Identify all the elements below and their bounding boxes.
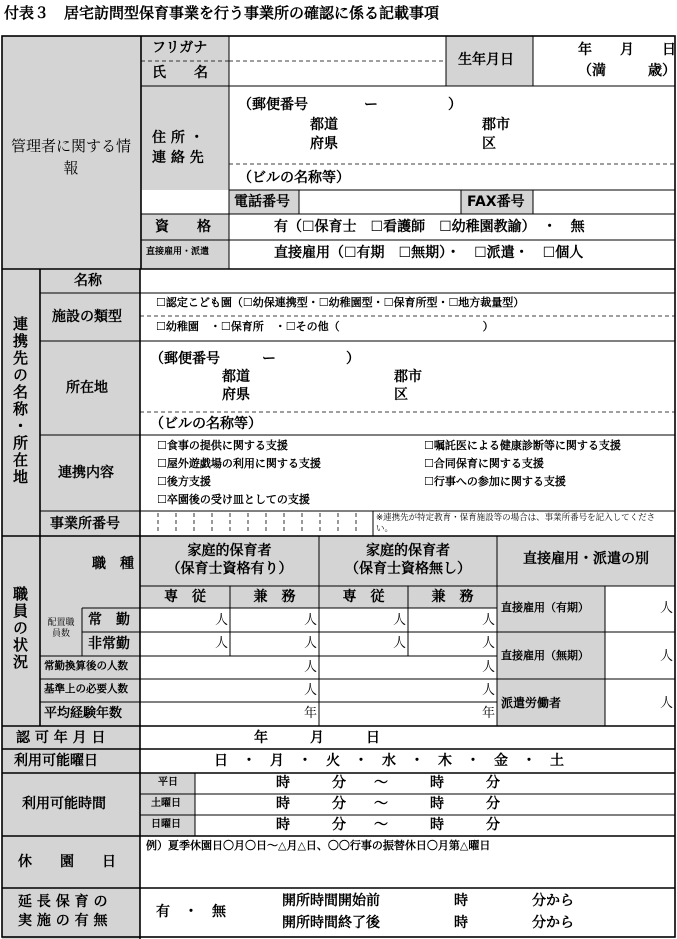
concurrent-header: 兼 務: [431, 589, 474, 605]
sunday-label: 日曜日: [151, 819, 181, 830]
required-label: 基準上の必要人数: [44, 683, 128, 695]
coop-item[interactable]: ☐食事の提供に関する支援: [157, 439, 288, 452]
equiv-label: 常勤換算後の人数: [44, 660, 128, 672]
manager-building[interactable]: （ビルの名称等）: [238, 170, 350, 186]
unit-person[interactable]: 人: [660, 601, 674, 616]
manager-gunshi: 郡市: [482, 117, 510, 133]
birth-date-value[interactable]: 年 月 日: [578, 42, 676, 58]
after-close-label: 開所時間終了後: [282, 915, 380, 931]
job-label: 職 種: [92, 556, 134, 572]
after-close-hour[interactable]: 時: [454, 915, 468, 931]
unit-person[interactable]: 人: [393, 636, 407, 651]
unit-year[interactable]: 年: [482, 706, 496, 721]
unit-person[interactable]: 人: [482, 613, 496, 628]
coop-item[interactable]: ☐後方支援: [157, 475, 211, 488]
office-number-label: 事業所番号: [50, 516, 120, 532]
days-label: 利用可能曜日: [14, 753, 98, 769]
fax-field[interactable]: [536, 192, 671, 212]
location-label: 所在地: [66, 380, 108, 396]
manager-ku: 区: [482, 136, 496, 152]
weekday-time[interactable]: 時 分 ～ 時 分: [276, 775, 500, 791]
partner-fuken: 府県: [222, 387, 250, 403]
weekday-label: 平日: [158, 777, 178, 788]
office-number-note: ※連携先が特定教育・保育施設等の場合は、事業所番号を記入してください。: [376, 513, 656, 534]
direct-fixed-label: 直接雇用（有期）: [501, 601, 589, 614]
partner-todo: 都道: [222, 369, 250, 385]
days-options[interactable]: 日 ・ 月 ・ 火 ・ 水 ・ 木 ・ 金 ・ 土: [214, 753, 564, 769]
unit-person[interactable]: 人: [660, 649, 674, 664]
unit-person[interactable]: 人: [660, 696, 674, 711]
extended-label-1: 延 長 保 育 の: [18, 894, 108, 910]
col-group-qualified: 家庭的保育者 （保育士資格有り）: [166, 543, 293, 577]
dedicated-header: 専 従: [164, 589, 206, 605]
fax-label: FAX番号: [467, 194, 525, 210]
approval-date-value[interactable]: 年 月 日: [254, 730, 380, 746]
before-open-label: 開所時間開始前: [282, 893, 380, 909]
irregular-label: 非常勤: [88, 636, 130, 652]
regular-label: 常 勤: [88, 612, 130, 628]
unit-person[interactable]: 人: [215, 636, 229, 651]
furigana-label: フリガナ: [152, 40, 208, 56]
qual-options[interactable]: 有（☐保育士 ☐看護師 ☐幼稚園教諭） ・ 無: [274, 219, 585, 235]
unit-person[interactable]: 人: [304, 660, 318, 675]
coop-item[interactable]: ☐卒園後の受け皿としての支援: [157, 493, 310, 506]
dedicated-header: 専 従: [342, 589, 385, 605]
concurrent-header: 兼 務: [253, 589, 296, 605]
manager-section-label: 管理者に関する情報: [10, 137, 131, 177]
direct-open-label: 直接雇用（無期）: [501, 649, 589, 662]
staff-section-label: 職員の状況: [11, 586, 29, 671]
manager-postal[interactable]: （郵便番号 ー ）: [238, 97, 462, 113]
before-open-hour[interactable]: 時: [454, 893, 468, 909]
before-open-minute[interactable]: 分から: [532, 893, 574, 909]
partner-gunshi: 郡市: [394, 369, 422, 385]
partner-postal[interactable]: （郵便番号 ー ）: [150, 351, 360, 367]
after-close-minute[interactable]: 分から: [532, 915, 574, 931]
address-label: 住 所 ・ 連 絡 先: [152, 130, 204, 166]
coop-item[interactable]: ☐合同保育に関する支援: [424, 457, 544, 470]
saturday-time[interactable]: 時 分 ～ 時 分: [276, 796, 500, 812]
employ-options[interactable]: 直接雇用（☐有期 ☐無期）・ ☐派遣・ ☐個人: [274, 245, 584, 261]
unit-person[interactable]: 人: [482, 683, 496, 698]
extended-yes-no[interactable]: 有 ・ 無: [156, 904, 226, 920]
avg-exp-label: 平均経験年数: [44, 706, 123, 721]
name-field[interactable]: [232, 64, 442, 83]
birth-label: 生年月日: [458, 52, 514, 68]
facility-type-options-1[interactable]: ☐認定こども園（☐幼保連携型・☐幼稚園型・☐保育所型・☐地方裁量型）: [156, 296, 525, 309]
extended-label-2: 実 施 の 有 無: [18, 913, 108, 929]
staff-count-label: 配置職員数: [47, 618, 75, 639]
unit-person[interactable]: 人: [482, 636, 496, 651]
unit-person[interactable]: 人: [304, 613, 318, 628]
saturday-label: 土曜日: [151, 798, 181, 809]
unit-person[interactable]: 人: [304, 636, 318, 651]
form-title: 付表３ 居宅訪問型保育事業を行う事業所の確認に係る記載事項: [4, 4, 440, 22]
unit-person[interactable]: 人: [482, 660, 496, 675]
facility-type-label: 施設の類型: [52, 309, 122, 325]
partner-name-field[interactable]: [143, 271, 671, 291]
coop-item[interactable]: ☐嘱託医による健康診断等に関する支援: [424, 439, 621, 452]
dispatch-label: 派遣労働者: [501, 696, 562, 710]
holiday-label: 休 園 日: [18, 854, 116, 870]
coop-item[interactable]: ☐行事への参加に関する支援: [424, 475, 566, 488]
facility-type-options-2[interactable]: ☐幼稚園 ・☐保育所 ・☐その他（ ）: [156, 320, 494, 333]
partner-section-label: 連携先の名称・所在地: [11, 316, 29, 486]
birth-age-value[interactable]: （満 歳）: [578, 63, 676, 79]
col-group-unqualified: 家庭的保育者 （保育士資格無し）: [345, 543, 471, 577]
manager-todo: 都道: [310, 117, 338, 133]
col-group-employ: 直接雇用・派遣の別: [523, 551, 649, 567]
holiday-example[interactable]: 例）夏季休園日〇月〇日～△月△日、〇〇行事の振替休日〇月第△曜日: [146, 839, 491, 852]
unit-person[interactable]: 人: [393, 613, 407, 628]
qual-label: 資 格: [155, 219, 211, 235]
tel-field[interactable]: [302, 192, 457, 212]
unit-person[interactable]: 人: [304, 683, 318, 698]
furigana-field[interactable]: [232, 40, 442, 58]
name-label: 氏 名: [152, 65, 208, 81]
partner-name-label: 名称: [74, 273, 102, 289]
approval-date-label: 認 可 年 月 日: [16, 730, 106, 746]
manager-fuken: 府県: [310, 136, 338, 152]
cooperation-label: 連携内容: [58, 465, 114, 481]
tel-label: 電話番号: [234, 194, 290, 210]
coop-item[interactable]: ☐屋外遊戯場の利用に関する支援: [157, 457, 321, 470]
hours-label: 利用可能時間: [22, 796, 106, 812]
employ-label: 直接雇用・派遣: [146, 247, 210, 257]
office-number-field[interactable]: [142, 513, 370, 534]
unit-year[interactable]: 年: [304, 706, 318, 721]
partner-building[interactable]: （ビルの名称等）: [150, 416, 262, 432]
sunday-time[interactable]: 時 分 ～ 時 分: [276, 817, 500, 833]
unit-person[interactable]: 人: [215, 613, 229, 628]
partner-ku: 区: [394, 387, 408, 403]
